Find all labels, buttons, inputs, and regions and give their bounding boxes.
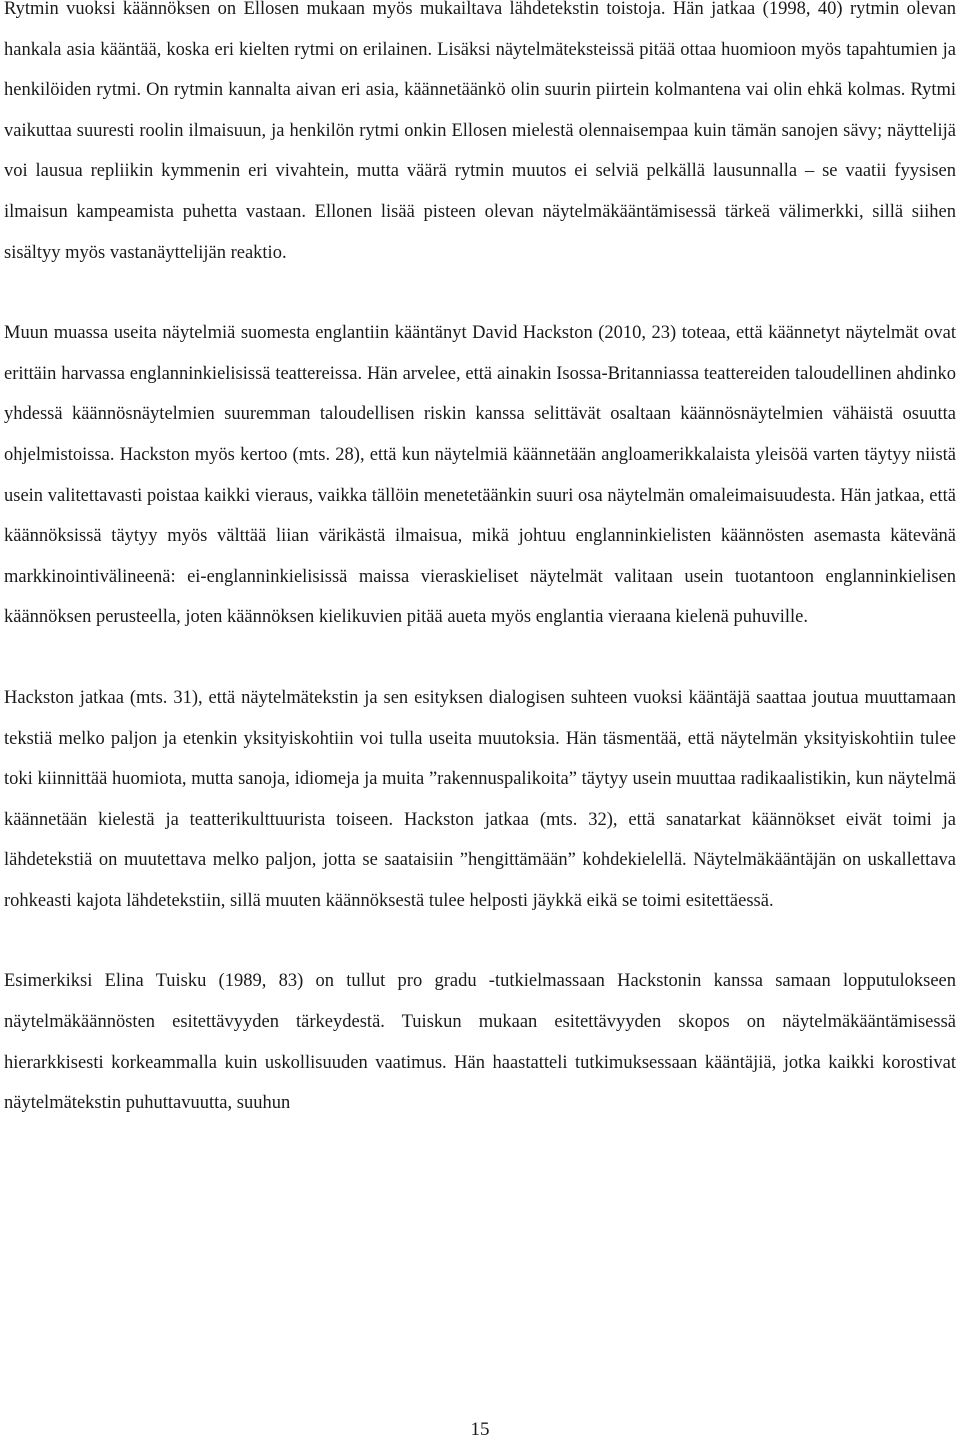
paragraph-2: Muun muassa useita näytelmiä suomesta englantiin kääntänyt David Hackston (2010, 23) toteaa, että käännetyt näytelmät ovat erittäin harvassa englanninkielisissä teattereissa. Hän arvelee, että ainakin Isossa-Britanniassa teattereiden taloudellinen ahdinko yhdessä käännösnäytelmien suuremman taloudellisen riskin kanssa selittävät osaltaan käännösnäytelmien vähäistä osuutta ohjelmistoissa. Hackston myös kertoo (mts. 28), että kun näytelmiä käännetään angloamerikkalaista yleisöä varten täytyy niistä usein valitettavasti poistaa kaikki vieraus, vaikka tällöin menetetäänkin suuri osa näytelmän omaleimaisuudesta. Hän jatkaa, että käännöksissä täytyy myös välttää liian värikästä ilmaisua, mikä johtuu englanninkielisten käännösten asemasta kätevänä markkinointivälineenä: ei-englanninkielisissä maissa vieraskieliset näytelmät valitaan usein tuotantoon englanninkielisen käännöksen perusteella, joten käännöksen kielikuvien pitää aueta myös englantia vieraana kielenä puhuville. — [4, 323, 956, 628]
page-number: 15 — [470, 1419, 490, 1440]
paragraph-3: Hackston jatkaa (mts. 31), että näytelmätekstin ja sen esityksen dialogisen suhteen vuoksi kääntäjä saattaa joutua muuttamaan tekstiä melko paljon ja etenkin yksityiskohtiin voi tulla useita muutoksia. Hän täsmentää, että näytelmän yksityiskohtiin tulee toki kiinnittää huomiota, mutta sanoja, idiomeja ja muita ”rakennuspalikoita” täytyy usein muuttaa radikaalistikin, kun näytelmä käännetään kielestä ja teatterikulttuurista toiseen. Hackston jatkaa (mts. 32), että sanatarkat käännökset eivät toimi ja lähdetekstiä on muutettava melko paljon, jotta se saataisiin ”hengittämään” kohdekielellä. Näytelmäkääntäjän on uskallettava rohkeasti kajota lähdetekstiin, sillä muuten käännöksestä tulee helposti jäykkä eikä se toimi esitettäessä. — [4, 687, 956, 911]
paragraph-4: Esimerkiksi Elina Tuisku (1989, 83) on tullut pro gradu -tutkielmassaan Hackstonin kanssa samaan lopputulokseen näytelmäkäännösten esitettävyyden tärkeydestä. Tuiskun mukaan esitettävyyden skopos on näytelmäkääntämisessä hierarkkisesti korkeammalla kuin uskollisuuden vaatimus. Hän haastatteli tutkimuksessaan kääntäjiä, jotka kaikki korostivat näytelmätekstin puhuttavuutta, suuhun — [4, 971, 956, 1114]
paragraph-1: Rytmin vuoksi käännöksen on Ellosen mukaan myös mukailtava lähdetekstin toistoja. Hän jatkaa (1998, 40) rytmin olevan hankala asia kääntää, koska eri kielten rytmi on erilainen. Lisäksi näytelmäteksteissä pitää ottaa huomioon myös tapahtumien ja henkilöiden rytmi. On rytmin kannalta aivan eri asia, käännetäänkö olin suurin piirtein kolmantena vai olin ehkä kolmas. Rytmi vaikuttaa suuresti roolin ilmaisuun, ja henkilön rytmi onkin Ellosen mielestä olennaisempaa kuin tämän sanojen sävy; näyttelijä voi lausua repliikin kymmenin eri vivahtein, mutta väärä rytmin muutos ei selviä pelkällä lausunnalla – se vaatii fyysisen ilmaisun kampeamista puhetta vastaan. Ellonen lisää pisteen olevan näytelmäkääntämisessä tärkeä välimerkki, sillä siihen sisältyy myös vastanäyttelijän reaktio. — [4, 0, 956, 263]
